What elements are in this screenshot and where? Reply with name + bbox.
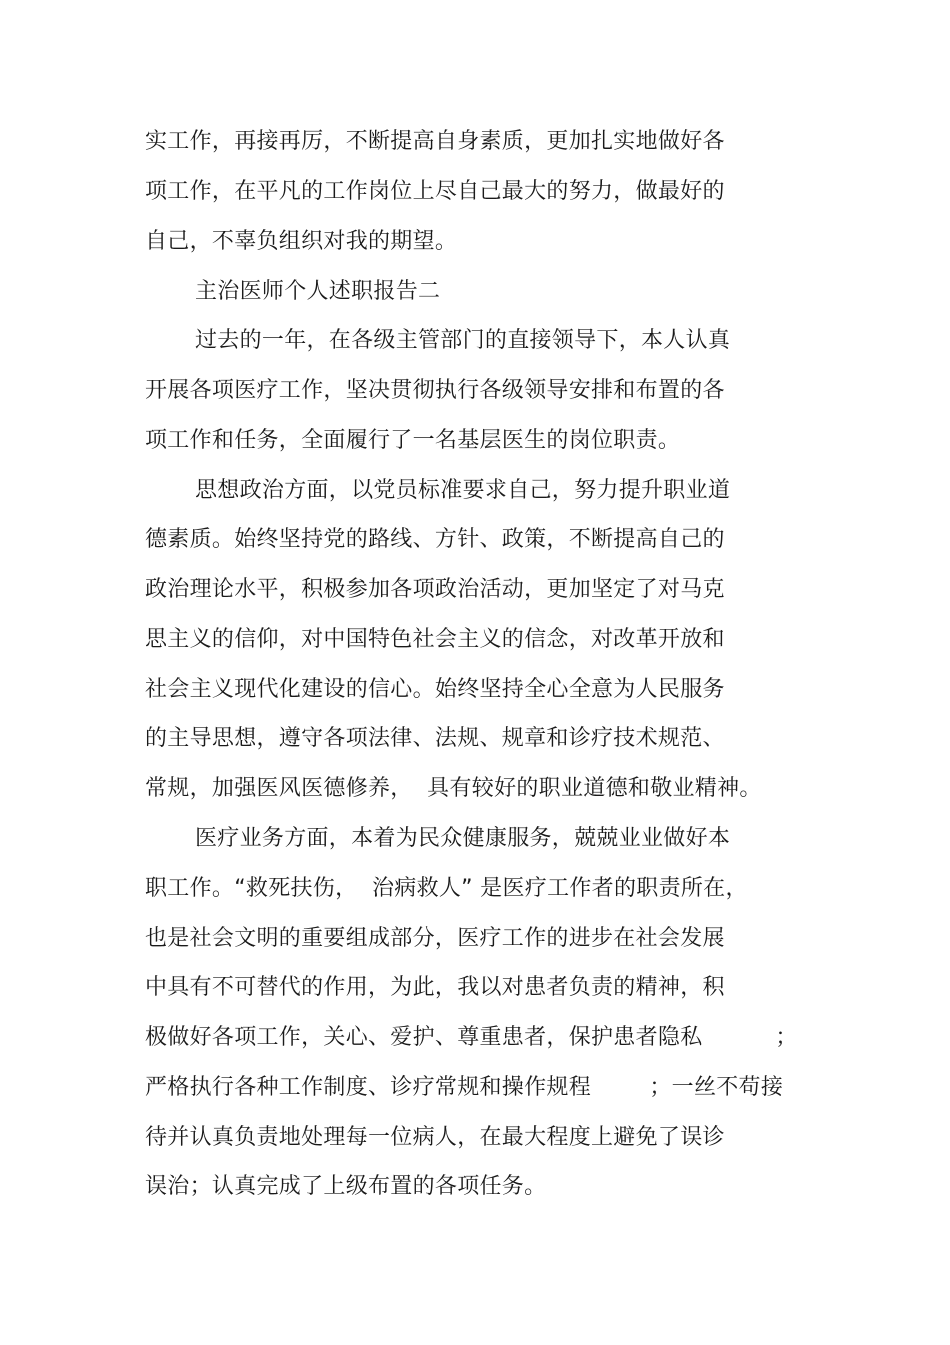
paragraph-line: 常规，加强医风医德修养， 具有较好的职业道德和敬业精神。 [145, 776, 762, 801]
paragraph-line: 极做好各项工作，关心、爱护、尊重患者，保护患者隐私 ； [145, 1025, 798, 1050]
paragraph-line: 的主导思想，遵守各项法律、法规、规章和诊疗技术规范、 [145, 726, 725, 751]
paragraph-line: 医疗业务方面，本着为民众健康服务，兢兢业业做好本 [195, 826, 731, 851]
paragraph-line: 社会主义现代化建设的信心。始终坚持全心全意为人民服务 [145, 677, 725, 702]
paragraph-line: 职工作。“救死扶伤， 治病救人” 是医疗工作者的职责所在， [145, 876, 748, 901]
paragraph-line: 自己，不辜负组织对我的期望。 [145, 229, 458, 254]
paragraph-line: 严格执行各种工作制度、诊疗常规和操作规程 ；一丝不苟接 [145, 1075, 784, 1100]
paragraph-line: 项工作，在平凡的工作岗位上尽自己最大的努力，做最好的 [145, 179, 725, 204]
paragraph-line: 政治理论水平，积极参加各项政治活动，更加坚定了对马克 [145, 577, 725, 602]
paragraph-line: 思主义的信仰，对中国特色社会主义的信念，对改革开放和 [145, 627, 725, 652]
paragraph-line: 思想政治方面，以党员标准要求自己，努力提升职业道 [195, 478, 731, 503]
paragraph-line: 项工作和任务，全面履行了一名基层医生的岗位职责。 [145, 428, 681, 453]
paragraph-line: 中具有不可替代的作用，为此，我以对患者负责的精神，积 [145, 975, 725, 1000]
paragraph-line: 实工作，再接再厉，不断提高自身素质，更加扎实地做好各 [145, 129, 725, 154]
paragraph-line: 待并认真负责地处理每一位病人，在最大程度上避免了误诊 [145, 1125, 725, 1150]
paragraph-line: 过去的一年，在各级主管部门的直接领导下，本人认真 [195, 328, 731, 353]
section-heading: 主治医师个人述职报告二 [195, 279, 441, 304]
paragraph-line: 德素质。始终坚持党的路线、方针、政策，不断提高自己的 [145, 527, 725, 552]
paragraph-line: 也是社会文明的重要组成部分，医疗工作的进步在社会发展 [145, 926, 725, 951]
paragraph-line: 开展各项医疗工作，坚决贯彻执行各级领导安排和布置的各 [145, 378, 725, 403]
paragraph-line: 误治；认真完成了上级布置的各项任务。 [145, 1174, 547, 1199]
